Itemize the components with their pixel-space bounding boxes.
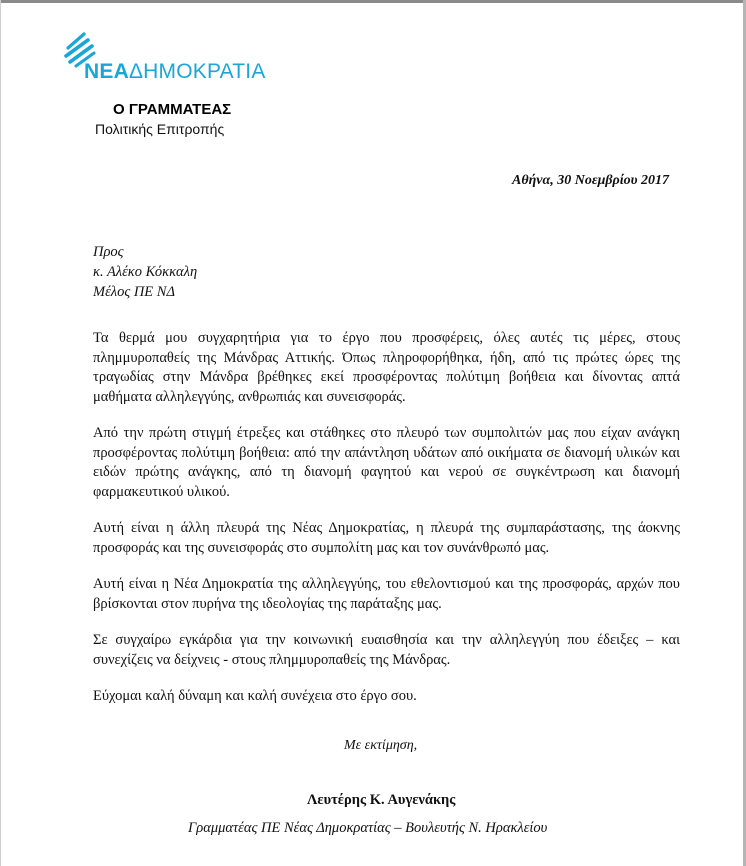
sender-title: Ο ΓΡΑΜΜΑΤΕΑΣ [113,101,232,118]
signer-title: Γραμματέας ΠΕ Νέας Δημοκρατίας – Βουλευτής Ν. Ηρακλείου [188,820,548,836]
body-paragraph: Από την πρώτη στιγμή έτρεξες και στάθηκες στο πλευρό των συμπολιτών μας που είχαν ανάγκη προσφέροντας πολύτιμη βοήθεια: από την απάντληση υδάτων από οικήματα σε διανομή υλικών και ειδών πρώτης ανάγκης, από τη διανομή φαγητού και νερού σε συγκέντρωση και διανομή φαρμακευτικού υλικού. [93,425,680,500]
body-paragraph: Αυτή είναι η άλλη πλευρά της Νέας Δημοκρατίας, η πλευρά της συμπαράστασης, της άοκνης προσφοράς και της συνεισφοράς στο συμπολίτη μας και τον συνάνθρωπό μας. [93,520,680,556]
closing-salutation: Με εκτίμηση, [344,738,418,753]
body-paragraph: Εύχομαι καλή δύναμη και καλή συνέχεια στο έργο σου. [93,688,417,704]
recipient-name: κ. Αλέκο Κόκκαλη [93,264,198,280]
body-paragraph: Τα θερμά μου συγχαρητήρια για το έργο που προσφέρεις, όλες αυτές τις μέρες, στους πλημμυροπαθείς της Μάνδρας Αττικής. Όπως πληροφορήθηκα, ήδη, από τις πρώτες ώρες της τραγωδίας στην Μάνδρα βρέθηκες εκεί προσφέροντας πολύτιμη βοήθεια και δίνοντας απτά μαθήματα αλληλεγγύης, ανθρωπιάς και συνεισφοράς. [93,330,680,405]
page-top-border [0,0,746,3]
logo-wordmark-dimokratia: ΔΗΜΟΚΡΑΤΙΑ [128,60,266,83]
logo-wordmark [84,61,266,82]
signer-name: Λευτέρης Κ. Αυγενάκης [307,792,456,808]
body-paragraph: Σε συγχαίρω εγκάρδια για την κοινωνική ευαισθησία και την αλληλεγγύη που έδειξες – και συνεχίζεις να δείχνεις - στους πλημμυροπαθείς της Μάνδρας. [93,632,680,668]
recipient-role: Μέλος ΠΕ ΝΔ [93,284,175,300]
sender-subtitle: Πολιτικής Επιτροπής [95,121,225,137]
recipient-to: Προς [93,244,124,260]
recipient-block [93,242,197,302]
body-paragraph: Αυτή είναι η Νέα Δημοκρατία της αλληλεγγύης, του εθελοντισμού και της προσφοράς, αρχών που βρίσκονται στον πυρήνα της ιδεολογίας της παράταξης μας. [93,576,680,612]
letter-body [93,329,680,707]
logo-wordmark-nea: ΝΕΑ [84,60,129,83]
page-left-border [0,0,1,866]
party-logo [62,30,272,86]
letter-date: Αθήνα, 30 Νοεμβρίου 2017 [512,173,670,188]
